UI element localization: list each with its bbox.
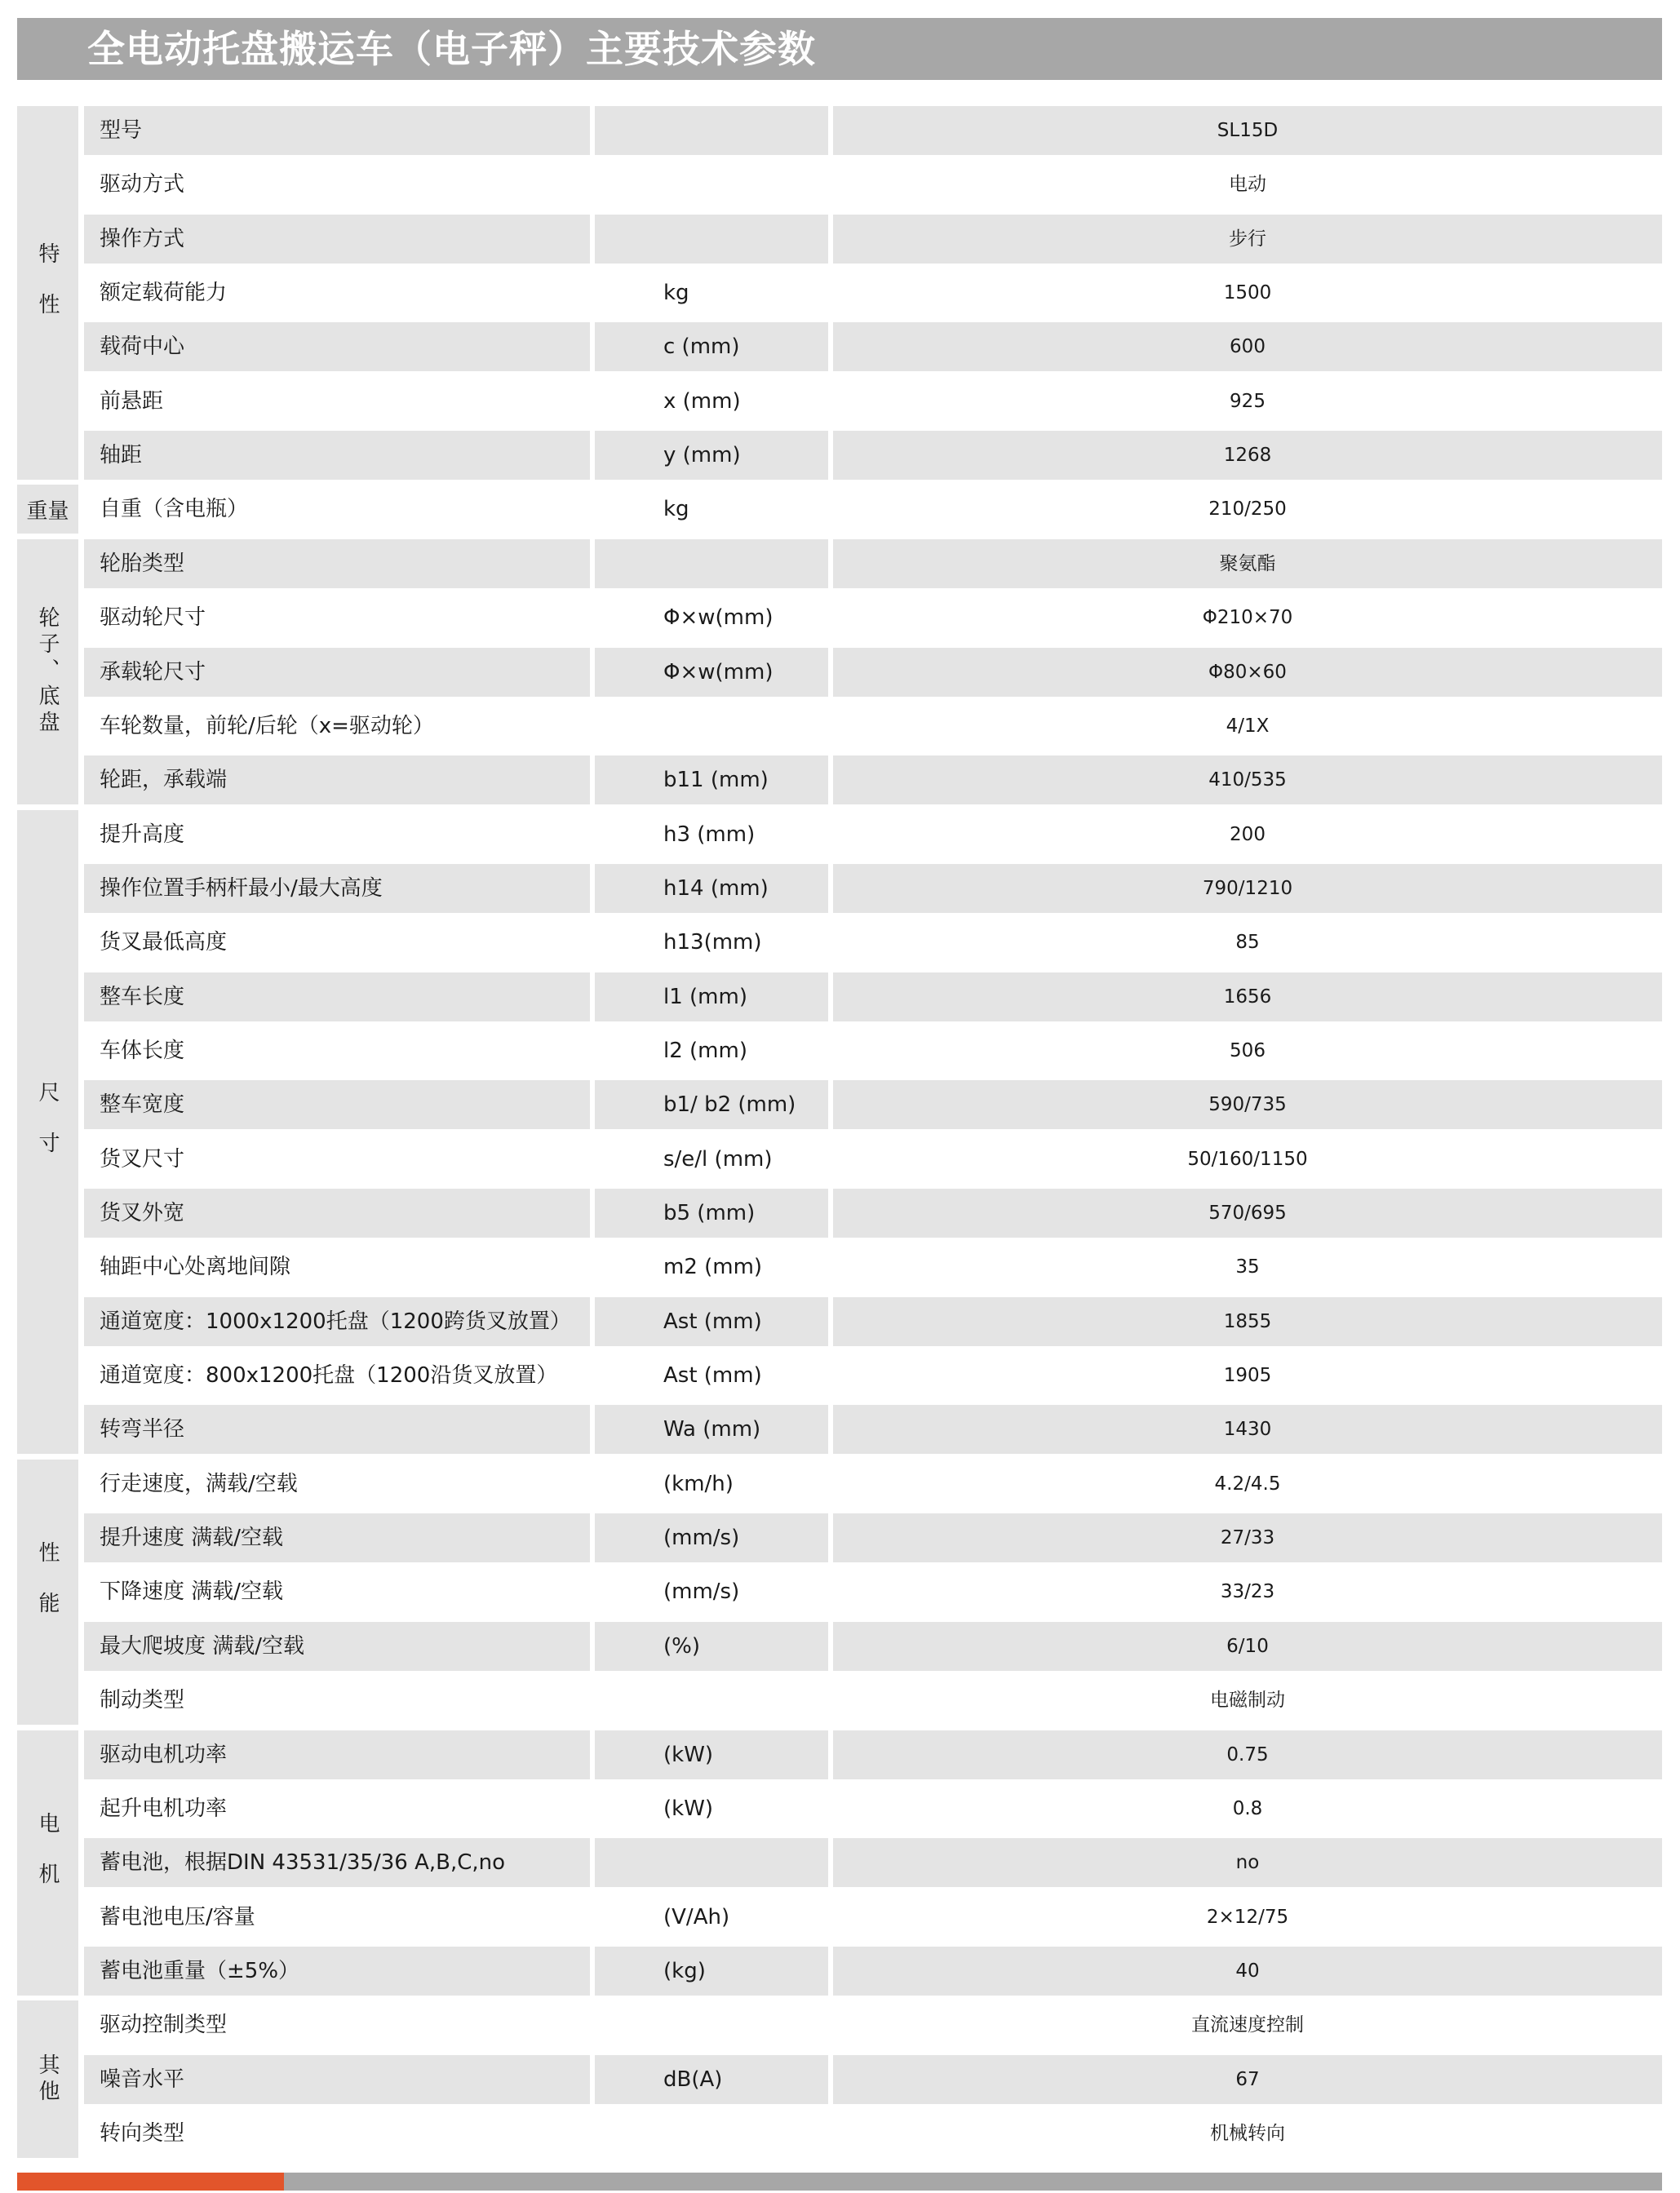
param-unit: kg <box>663 281 689 306</box>
param-unit <box>595 215 828 264</box>
param-name: 下降速度 满载/空载 <box>100 1579 284 1605</box>
param-name: 操作方式 <box>84 215 590 264</box>
param-name: 驱动控制类型 <box>100 2013 228 2038</box>
param-name: 载荷中心 <box>84 322 590 371</box>
table-row <box>0 377 1680 426</box>
param-unit <box>595 106 828 155</box>
param-unit: h3 (mm) <box>663 822 756 847</box>
param-name: 型号 <box>84 106 590 155</box>
param-unit: Wa (mm) <box>595 1405 828 1454</box>
param-unit: (kW) <box>663 1796 714 1821</box>
table-row <box>0 864 1680 913</box>
param-name: 车体长度 <box>100 1038 185 1063</box>
param-unit: m2 (mm) <box>663 1255 763 1280</box>
param-name: 通道宽度：1000x1200托盘（1200跨货叉放置） <box>84 1297 590 1346</box>
param-name: 驱动轮尺寸 <box>100 605 206 631</box>
group-label: 轮子、底盘 <box>35 606 60 738</box>
param-value: 1268 <box>833 431 1662 480</box>
param-value: 直流速度控制 <box>1191 2014 1304 2036</box>
param-unit <box>595 2109 828 2158</box>
param-value: 410/535 <box>833 755 1662 804</box>
param-value: 1855 <box>833 1297 1662 1346</box>
param-value: 600 <box>833 322 1662 371</box>
param-unit: (km/h) <box>663 1471 734 1496</box>
table-row <box>0 1297 1680 1346</box>
param-value: 4.2/4.5 <box>1214 1473 1281 1495</box>
table-row <box>0 1460 1680 1509</box>
table-row <box>0 593 1680 642</box>
param-unit: l1 (mm) <box>595 972 828 1021</box>
table-row <box>0 1080 1680 1129</box>
group-label: 特性 <box>35 242 60 344</box>
param-value: 570/695 <box>833 1189 1662 1238</box>
param-value: 电磁制动 <box>1210 1690 1285 1712</box>
param-name: 承载轮尺寸 <box>84 648 590 697</box>
table-row <box>0 1838 1680 1887</box>
group-label: 电机 <box>35 1812 60 1914</box>
param-name: 车轮数量，前轮/后轮（x=驱动轮） <box>100 713 434 738</box>
table-row <box>0 1567 1680 1616</box>
table-row <box>0 1026 1680 1075</box>
table-row <box>0 2000 1680 2049</box>
table-row <box>0 1893 1680 1942</box>
table-row <box>0 431 1680 480</box>
param-value: 200 <box>1230 823 1266 845</box>
table-row <box>0 1189 1680 1238</box>
param-name: 提升高度 <box>100 822 185 847</box>
table-row <box>0 1730 1680 1779</box>
table-row <box>0 1784 1680 1833</box>
param-value: 35 <box>1235 1256 1260 1278</box>
footer-accent-bar <box>17 2173 284 2191</box>
group-label: 尺寸 <box>35 1081 60 1183</box>
param-value: 40 <box>833 1947 1662 1996</box>
param-name: 起升电机功率 <box>100 1796 228 1821</box>
param-unit: h13(mm) <box>663 930 762 955</box>
param-value: 1905 <box>1223 1365 1272 1387</box>
param-name: 行走速度，满载/空载 <box>100 1471 298 1496</box>
param-name: 轴距 <box>84 431 590 480</box>
param-value: Φ210×70 <box>1202 607 1293 629</box>
table-row <box>0 1947 1680 1996</box>
param-name: 轮胎类型 <box>84 539 590 588</box>
table-row <box>0 539 1680 588</box>
param-value: 33/23 <box>1220 1581 1275 1603</box>
table-row <box>0 215 1680 264</box>
param-value: 1430 <box>833 1405 1662 1454</box>
param-name: 额定载荷能力 <box>100 281 228 306</box>
param-name: 提升速度 满载/空载 <box>84 1513 590 1562</box>
param-name: 整车长度 <box>84 972 590 1021</box>
param-unit: (kW) <box>595 1730 828 1779</box>
param-unit: h14 (mm) <box>595 864 828 913</box>
param-value: 机械转向 <box>1210 2122 1285 2144</box>
param-unit: (mm/s) <box>663 1579 740 1605</box>
param-unit: x (mm) <box>663 388 741 414</box>
param-unit: c (mm) <box>595 322 828 371</box>
param-value: 67 <box>833 2055 1662 2104</box>
param-unit: Ast (mm) <box>595 1297 828 1346</box>
table-row <box>0 1513 1680 1562</box>
table-row <box>0 1622 1680 1671</box>
param-value: 590/735 <box>833 1080 1662 1129</box>
param-value: 6/10 <box>833 1622 1662 1671</box>
param-unit <box>595 1838 828 1887</box>
param-value: 电动 <box>1229 174 1266 196</box>
param-unit: (mm/s) <box>595 1513 828 1562</box>
param-value: 210/250 <box>1208 498 1287 521</box>
param-value: 步行 <box>833 215 1662 264</box>
param-unit: Ast (mm) <box>663 1363 762 1389</box>
param-name: 蓄电池电压/容量 <box>100 1904 255 1929</box>
param-name: 自重（含电瓶） <box>100 497 249 522</box>
param-unit: b1/ b2 (mm) <box>595 1080 828 1129</box>
param-value: 2×12/75 <box>1206 1906 1289 1928</box>
page-title: 全电动托盘搬运车（电子秤）主要技术参数 <box>87 27 816 71</box>
param-name: 转向类型 <box>100 2120 185 2146</box>
param-name: 前悬距 <box>100 388 164 414</box>
param-unit <box>595 160 828 209</box>
table-row <box>0 972 1680 1021</box>
param-name: 驱动电机功率 <box>84 1730 590 1779</box>
param-value: 1656 <box>833 972 1662 1021</box>
table-row <box>0 1135 1680 1184</box>
table-row <box>0 2109 1680 2158</box>
param-value: 506 <box>1230 1039 1266 1061</box>
table-row <box>0 702 1680 751</box>
param-value: 4/1X <box>1226 715 1270 737</box>
table-row <box>0 648 1680 697</box>
param-name: 整车宽度 <box>84 1080 590 1129</box>
param-value: 1500 <box>1223 282 1272 304</box>
param-name: 噪音水平 <box>84 2055 590 2104</box>
param-name: 货叉外宽 <box>84 1189 590 1238</box>
param-name: 通道宽度：800x1200托盘（1200沿货叉放置） <box>100 1363 558 1389</box>
param-unit: Φ×w(mm) <box>595 648 828 697</box>
param-unit: (kg) <box>595 1947 828 1996</box>
param-unit: Φ×w(mm) <box>663 605 774 631</box>
param-name: 轴距中心处离地间隙 <box>100 1255 291 1280</box>
table-row <box>0 1243 1680 1291</box>
table-row <box>0 2055 1680 2104</box>
param-name: 蓄电池重量（±5%） <box>84 1947 590 1996</box>
param-value: SL15D <box>833 106 1662 155</box>
param-value: 27/33 <box>833 1513 1662 1562</box>
param-name: 轮距，承载端 <box>84 755 590 804</box>
param-value: no <box>833 1838 1662 1887</box>
param-name: 制动类型 <box>100 1688 185 1713</box>
table-row <box>0 1351 1680 1400</box>
param-unit: dB(A) <box>595 2055 828 2104</box>
param-name: 货叉最低高度 <box>100 930 228 955</box>
param-name: 转弯半径 <box>84 1405 590 1454</box>
param-value: 790/1210 <box>833 864 1662 913</box>
group-label: 其他 <box>35 2053 60 2106</box>
param-name: 操作位置手柄杆最小/最大高度 <box>84 864 590 913</box>
param-value: 0.75 <box>833 1730 1662 1779</box>
param-unit <box>595 1676 828 1725</box>
table-row <box>0 322 1680 371</box>
param-unit: b11 (mm) <box>595 755 828 804</box>
table-row <box>0 485 1680 534</box>
table-row <box>0 106 1680 155</box>
param-unit: y (mm) <box>595 431 828 480</box>
param-unit: kg <box>663 497 689 522</box>
param-unit: s/e/l (mm) <box>663 1146 773 1172</box>
table-row <box>0 755 1680 804</box>
param-unit: l2 (mm) <box>663 1038 747 1063</box>
param-value: Φ80×60 <box>833 648 1662 697</box>
param-unit <box>595 2000 828 2049</box>
param-unit: (V/Ah) <box>663 1904 730 1929</box>
param-value: 50/160/1150 <box>1187 1148 1308 1170</box>
table-row <box>0 1676 1680 1725</box>
param-value: 0.8 <box>1232 1797 1263 1819</box>
table-row <box>0 1405 1680 1454</box>
table-row <box>0 810 1680 859</box>
param-value: 85 <box>1235 932 1260 954</box>
param-value: 925 <box>1230 390 1266 412</box>
param-unit: b5 (mm) <box>595 1189 828 1238</box>
param-name: 最大爬坡度 满载/空载 <box>84 1622 590 1671</box>
param-unit <box>595 539 828 588</box>
param-unit: (%) <box>595 1622 828 1671</box>
group-label: 性能 <box>35 1541 60 1643</box>
param-name: 蓄电池，根据DIN 43531/35/36 A,B,C,no <box>84 1838 590 1887</box>
table-row <box>0 918 1680 967</box>
param-name: 货叉尺寸 <box>100 1146 185 1172</box>
table-row <box>0 268 1680 317</box>
param-unit <box>595 702 828 751</box>
group-label: 重量 <box>26 498 69 524</box>
table-row <box>0 160 1680 209</box>
param-value: 聚氨酯 <box>833 539 1662 588</box>
param-name: 驱动方式 <box>100 172 185 197</box>
